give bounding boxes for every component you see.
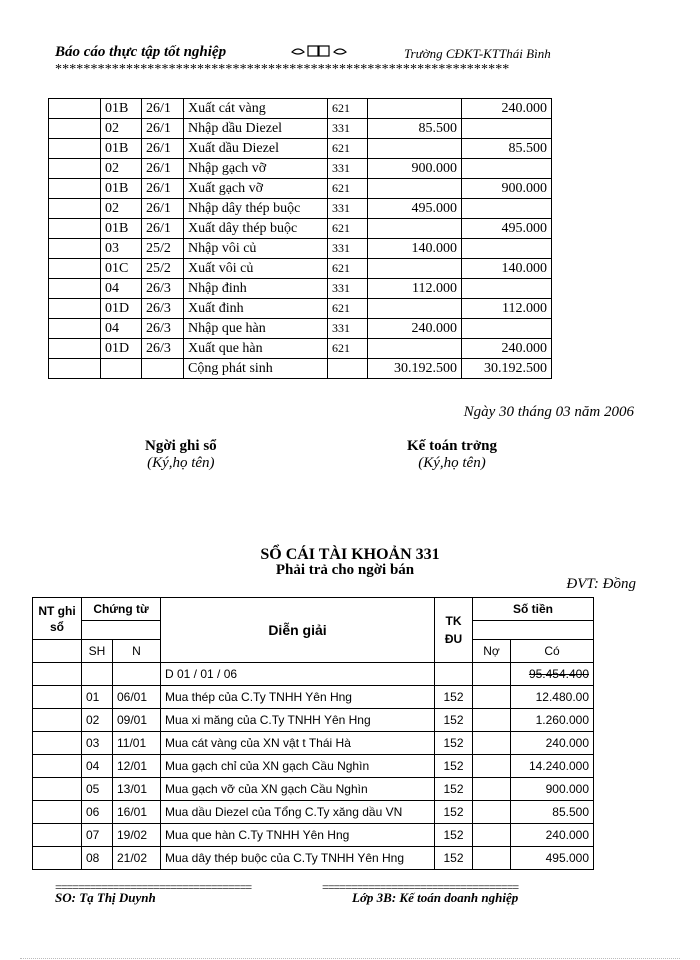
table-cell: 495.000 [368, 199, 462, 219]
table-cell: 621 [328, 259, 368, 279]
ledger-cell: Mua xi măng của C.Ty TNHH Yên Hng [161, 709, 435, 732]
table-cell: 01B [101, 179, 142, 199]
table-cell: Xuất đinh [184, 299, 328, 319]
ledger-cell [473, 709, 511, 732]
header-dien-giai: Diễn giải [161, 598, 435, 663]
opening-balance-row [33, 663, 594, 686]
table-cell [462, 319, 552, 339]
table-row [49, 299, 552, 319]
ledger-cell: 08 [82, 847, 113, 870]
table-cell [368, 99, 462, 119]
header-co: Có [511, 640, 594, 663]
table-cell: 26/1 [142, 139, 184, 159]
ledger-cell: 152 [435, 686, 473, 709]
footer-class: Lớp 3B: Kế toán doanh nghiệp [352, 890, 519, 905]
ledger-cell: Mua dầu Diezel của Tổng C.Ty xăng dầu VN [161, 801, 435, 824]
ledger-cell [473, 824, 511, 847]
table-cell: 01D [101, 339, 142, 359]
table-cell: 02 [101, 119, 142, 139]
header-school-name: Trường CĐKT-KTThái Bình [404, 46, 551, 61]
table-cell: 02 [101, 159, 142, 179]
signature-chief-sub: (Ký,họ tên) [418, 455, 486, 471]
ledger-cell: Mua dây thép buộc của C.Ty TNHH Yên Hng [161, 847, 435, 870]
ledger-cell: 01 [82, 686, 113, 709]
ledger-cell: Mua gạch chỉ của XN gạch Cầu Nghìn [161, 755, 435, 778]
material-transactions-table [48, 98, 552, 379]
table-cell: Nhập gạch vỡ [184, 159, 328, 179]
table-cell: 25/2 [142, 239, 184, 259]
ledger-cell [473, 686, 511, 709]
table-cell: 25/2 [142, 259, 184, 279]
header-so-tien: Số tiền [473, 598, 594, 621]
table-cell: Nhập dầu Diezel [184, 119, 328, 139]
ledger-cell: 09/01 [113, 709, 161, 732]
ledger-cell: 07 [82, 824, 113, 847]
table-cell: 331 [328, 319, 368, 339]
table-cell: 26/3 [142, 299, 184, 319]
table-cell: 240.000 [368, 319, 462, 339]
ledger-cell: 14.240.000 [511, 755, 594, 778]
ledger-cell: 152 [435, 801, 473, 824]
table-cell [49, 239, 101, 259]
table-cell: Xuất que hàn [184, 339, 328, 359]
table-cell: 26/1 [142, 159, 184, 179]
header-no: Nợ [473, 640, 511, 663]
ledger-cell [473, 755, 511, 778]
table-cell [49, 279, 101, 299]
ledger-cell: 152 [435, 778, 473, 801]
ledger-cell: 900.000 [511, 778, 594, 801]
table-cell [49, 359, 101, 379]
ledger-cell [473, 732, 511, 755]
table-cell [49, 199, 101, 219]
ledger-cell [33, 686, 82, 709]
table-cell: 140.000 [462, 259, 552, 279]
ledger-row [33, 709, 594, 732]
table-cell: 85.500 [462, 139, 552, 159]
table-row [49, 199, 552, 219]
table-cell: 112.000 [368, 279, 462, 299]
table-cell: 04 [101, 319, 142, 339]
table-cell: Xuất dầu Diezel [184, 139, 328, 159]
table-cell: Nhập que hàn [184, 319, 328, 339]
ledger-cell: 1.260.000 [511, 709, 594, 732]
header-blank-3 [33, 640, 82, 663]
table-cell: 140.000 [368, 239, 462, 259]
table-cell: Nhập đinh [184, 279, 328, 299]
table-cell [462, 279, 552, 299]
table-cell [49, 299, 101, 319]
table-row [49, 119, 552, 139]
ledger-table [32, 597, 594, 870]
table-cell [101, 359, 142, 379]
signature-recorder-title: Ngời ghi sổ [145, 438, 217, 454]
ledger-cell: 13/01 [113, 778, 161, 801]
table-cell [368, 139, 462, 159]
table-cell: 331 [328, 239, 368, 259]
ledger-cell: Mua cát vàng của XN vật t Thái Hà [161, 732, 435, 755]
table-cell [328, 359, 368, 379]
table-cell: 331 [328, 199, 368, 219]
ledger-cell [473, 801, 511, 824]
table-cell: Xuất vôi củ [184, 259, 328, 279]
ledger-cell: 240.000 [511, 824, 594, 847]
table-cell: 01C [101, 259, 142, 279]
table-cell: 331 [328, 119, 368, 139]
ledger-cell [33, 824, 82, 847]
ledger-cell: 152 [435, 755, 473, 778]
table-cell: 30.192.500 [368, 359, 462, 379]
table-row [49, 99, 552, 119]
table-cell [49, 219, 101, 239]
ledger-cell: 21/02 [113, 847, 161, 870]
header-blank [82, 621, 161, 640]
table-row [49, 279, 552, 299]
table-cell: 01B [101, 139, 142, 159]
table-cell: 495.000 [462, 219, 552, 239]
ledger-row [33, 755, 594, 778]
table-cell: Nhập vôi củ [184, 239, 328, 259]
table-cell [49, 119, 101, 139]
table-cell: Cộng phát sinh [184, 359, 328, 379]
header-star-rule: **************************************************************** [55, 62, 510, 77]
header-blank-2 [473, 621, 594, 640]
table-row [49, 239, 552, 259]
table-cell [368, 339, 462, 359]
signature-recorder-sub: (Ký,họ tên) [147, 455, 215, 471]
table-cell: 03 [101, 239, 142, 259]
ledger-cell: 06/01 [113, 686, 161, 709]
ledger-cell [33, 847, 82, 870]
table-cell [49, 179, 101, 199]
ledger-cell: Mua gạch vỡ của XN gạch Cầu Nghìn [161, 778, 435, 801]
ledger-cell: Mua thép của C.Ty TNHH Yên Hng [161, 686, 435, 709]
ledger-row [33, 732, 594, 755]
signature-chief-title: Kế toán trởng [407, 438, 497, 454]
table-cell [368, 299, 462, 319]
footer-author: SO: Tạ Thị Duynh [55, 890, 156, 905]
table-cell: 26/1 [142, 199, 184, 219]
table-cell: 01D [101, 299, 142, 319]
ledger-cell [33, 755, 82, 778]
header-nt: NT ghi sổ [33, 598, 82, 640]
table-cell: 621 [328, 219, 368, 239]
table-row [49, 179, 552, 199]
table-cell: Xuất cát vàng [184, 99, 328, 119]
table-cell: 04 [101, 279, 142, 299]
table-cell: 621 [328, 179, 368, 199]
ledger-cell: 152 [435, 732, 473, 755]
opening-label: D 01 / 01 / 06 [161, 663, 435, 686]
ledger-row [33, 824, 594, 847]
ledger-cell: 495.000 [511, 847, 594, 870]
table-cell [49, 259, 101, 279]
table-cell [142, 359, 184, 379]
table-cell: Nhập dây thép buộc [184, 199, 328, 219]
ledger-cell: 04 [82, 755, 113, 778]
table-row [49, 319, 552, 339]
ledger-row [33, 847, 594, 870]
table-cell [368, 219, 462, 239]
table-cell [49, 339, 101, 359]
table-cell: 26/3 [142, 319, 184, 339]
ledger-cell [473, 847, 511, 870]
header-sh: SH [82, 640, 113, 663]
table-cell [462, 239, 552, 259]
table-cell: 900.000 [368, 159, 462, 179]
header-chung-tu: Chứng từ [82, 598, 161, 621]
header-report-title: Báo cáo thực tập tốt nghiệp [55, 44, 227, 60]
table-cell: 621 [328, 99, 368, 119]
signature-chief-accountant [407, 438, 497, 472]
ledger-cell: 152 [435, 824, 473, 847]
table-cell [462, 119, 552, 139]
ledger-cell [33, 801, 82, 824]
table-row [49, 219, 552, 239]
table-row [49, 159, 552, 179]
table-cell: 26/1 [142, 119, 184, 139]
table-cell: 26/1 [142, 219, 184, 239]
table-cell: 30.192.500 [462, 359, 552, 379]
ledger-cell [33, 732, 82, 755]
opening-co: 95.454.400 [511, 663, 594, 686]
table-cell: 26/3 [142, 339, 184, 359]
ledger-cell: 240.000 [511, 732, 594, 755]
table-cell: 900.000 [462, 179, 552, 199]
table-cell: 331 [328, 159, 368, 179]
ledger-cell: 06 [82, 801, 113, 824]
table-cell: 02 [101, 199, 142, 219]
table-cell: 26/1 [142, 179, 184, 199]
table-cell: 240.000 [462, 99, 552, 119]
ledger-cell: 02 [82, 709, 113, 732]
signature-recorder [145, 438, 217, 472]
ledger-row [33, 686, 594, 709]
ledger-cell [33, 778, 82, 801]
ledger-cell [473, 778, 511, 801]
header-n: N [113, 640, 161, 663]
ledger-cell: 11/01 [113, 732, 161, 755]
table-cell [49, 159, 101, 179]
table-row [49, 259, 552, 279]
ledger-row [33, 778, 594, 801]
footer-rule-left: ================================== [55, 880, 252, 894]
table-row [49, 359, 552, 379]
ledger-cell: 12.480.00 [511, 686, 594, 709]
table-cell: 26/3 [142, 279, 184, 299]
table-cell [368, 179, 462, 199]
table-cell [368, 259, 462, 279]
table-row [49, 339, 552, 359]
page-bottom-rule [20, 958, 680, 959]
ledger-cell: 152 [435, 847, 473, 870]
currency-unit: ĐVT: Đồng [566, 576, 636, 592]
ledger-cell: 16/01 [113, 801, 161, 824]
ledger-cell: 05 [82, 778, 113, 801]
ledger-title: SỔ CÁI TÀI KHOẢN 331 [260, 546, 440, 563]
ledger-cell [33, 709, 82, 732]
table-cell: 112.000 [462, 299, 552, 319]
header-tk-du: TK ĐU [435, 598, 473, 663]
ledger-subtitle: Phải trả cho ngời bán [275, 562, 415, 578]
book-ornament-icon [290, 44, 350, 63]
report-date: Ngày 30 tháng 03 năm 2006 [463, 404, 634, 420]
table-cell: 26/1 [142, 99, 184, 119]
table-cell: 621 [328, 139, 368, 159]
table-cell [49, 319, 101, 339]
table-cell: 621 [328, 299, 368, 319]
ledger-cell: 12/01 [113, 755, 161, 778]
table-cell [49, 99, 101, 119]
table-cell: Xuất gạch vỡ [184, 179, 328, 199]
ledger-cell: 85.500 [511, 801, 594, 824]
table-cell [49, 139, 101, 159]
ledger-cell: 03 [82, 732, 113, 755]
table-cell [462, 199, 552, 219]
table-cell: 01B [101, 99, 142, 119]
table-cell [462, 159, 552, 179]
footer-rule-right: ================================== [322, 880, 519, 894]
table-cell: 85.500 [368, 119, 462, 139]
ledger-cell: 19/02 [113, 824, 161, 847]
ledger-cell: 152 [435, 709, 473, 732]
ledger-cell: Mua que hàn C.Ty TNHH Yên Hng [161, 824, 435, 847]
table-row [49, 139, 552, 159]
ledger-row [33, 801, 594, 824]
table-cell: Xuất dây thép buộc [184, 219, 328, 239]
table-cell: 01B [101, 219, 142, 239]
table-cell: 240.000 [462, 339, 552, 359]
table-cell: 331 [328, 279, 368, 299]
table-cell: 621 [328, 339, 368, 359]
